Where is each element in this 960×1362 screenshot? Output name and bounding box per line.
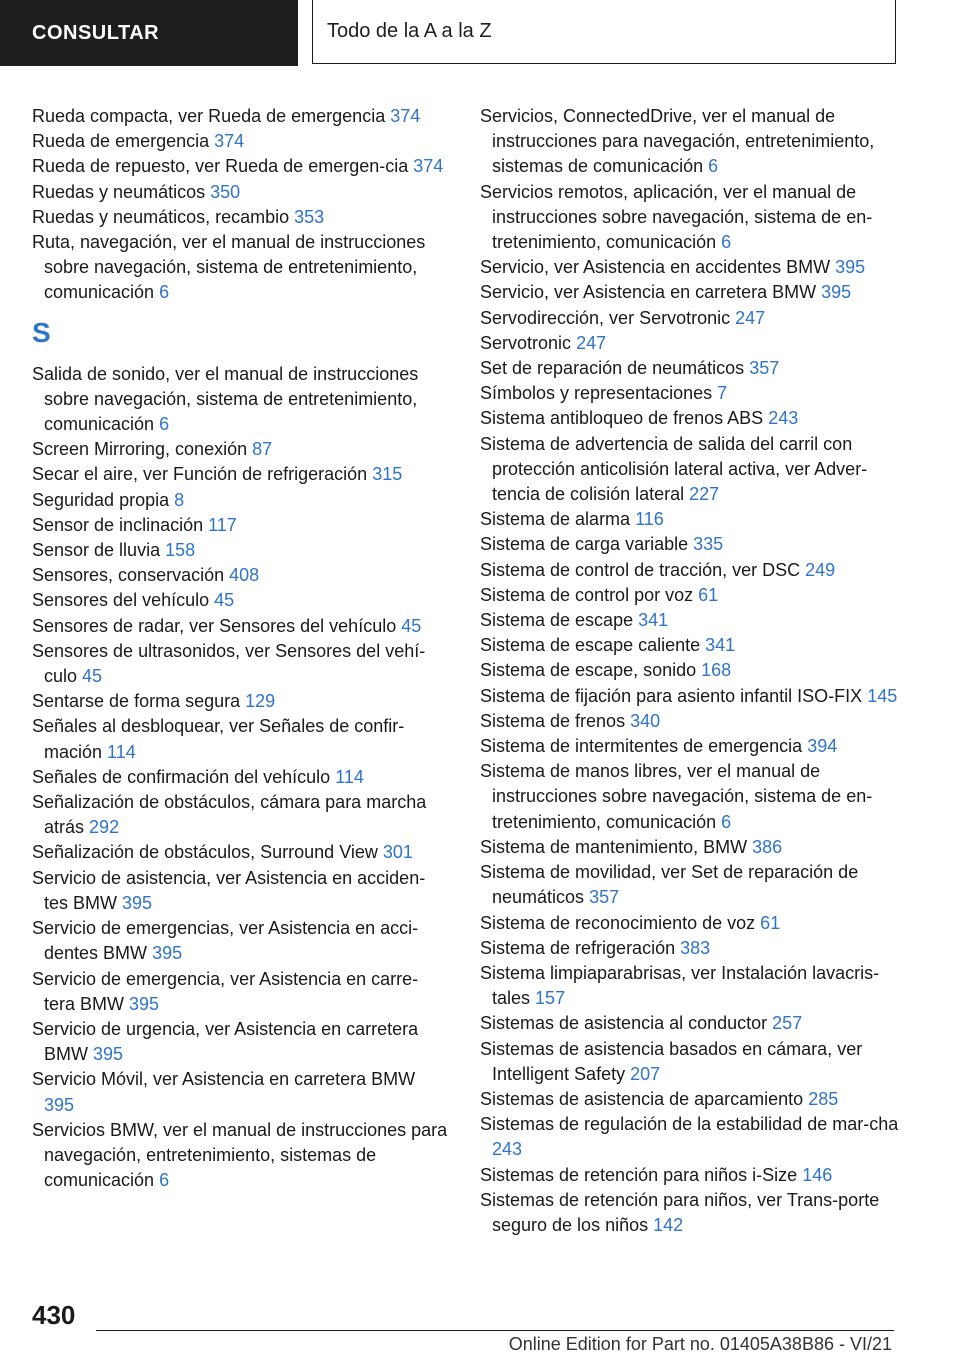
index-entry [480, 406, 900, 431]
page-reference-link[interactable]: 247 [576, 332, 607, 353]
edition-note: Online Edition for Part no. 01405A38B86 - VI/21 [508, 1334, 892, 1354]
index-entry [32, 714, 448, 764]
index-entry-text: Símbolos y representaciones [480, 383, 713, 404]
page-reference-link[interactable]: 408 [229, 565, 260, 586]
index-entry-text: Sensores de ultrasonidos, ver Sensores del vehí‐culo [32, 640, 426, 687]
index-entry [32, 538, 448, 563]
index-entry [32, 513, 448, 538]
page-reference-link[interactable]: 374 [413, 156, 444, 177]
page-reference-link[interactable]: 395 [93, 1044, 124, 1065]
page-reference-link[interactable]: 243 [768, 408, 799, 429]
page-reference-link[interactable]: 146 [802, 1164, 833, 1185]
page-reference-link[interactable]: 374 [390, 106, 421, 126]
index-entry-text: Sistema de advertencia de salida del carril con protección anticolisión lateral activa, ver Adver‐tencia de colisión lateral [480, 433, 868, 505]
index-entry [32, 866, 448, 916]
page-reference-link[interactable]: 249 [805, 559, 836, 580]
page-reference-link[interactable]: 395 [44, 1094, 75, 1115]
index-entry [32, 362, 448, 438]
page-reference-link[interactable]: 114 [335, 766, 364, 787]
index-entry-text: Sistemas de asistencia de aparcamiento [480, 1088, 804, 1109]
index-entry-text: Servicio de urgencia, ver Asistencia en carretera BMW [32, 1018, 419, 1065]
index-entry [32, 1067, 448, 1117]
page-reference-link[interactable]: 227 [689, 484, 720, 505]
page-reference-link[interactable]: 45 [82, 666, 103, 687]
page-reference-link[interactable]: 335 [693, 534, 724, 555]
index-entry-text: Servicio de asistencia, ver Asistencia en acciden‐tes BMW [32, 867, 426, 913]
index-entry [32, 588, 448, 613]
index-entry-text: Sensores, conservación [32, 565, 225, 586]
index-entry-text: Servicio, ver Asistencia en carretera BMW [480, 282, 817, 303]
page-reference-link[interactable]: 61 [698, 584, 719, 605]
page-reference-link[interactable]: 395 [821, 282, 852, 303]
index-entry [480, 331, 900, 356]
index-entry [32, 230, 448, 306]
chapter-title: Todo de la A a la Z [312, 0, 896, 64]
index-entry-text: Sistema de intermitentes de emergencia [480, 736, 803, 757]
page-reference-link[interactable]: 61 [760, 912, 781, 933]
page-reference-link[interactable]: 6 [721, 232, 732, 253]
page-reference-link[interactable]: 247 [735, 307, 766, 328]
page-reference-link[interactable]: 257 [772, 1013, 803, 1034]
index-entry [480, 432, 900, 508]
index-entry [480, 658, 900, 683]
index-entry-text: Señales al desbloquear, ver Señales de confir‐mación [32, 716, 405, 762]
index-entry [480, 507, 900, 532]
index-entry-text: Servicio de emergencia, ver Asistencia en carre‐tera BMW [32, 968, 419, 1014]
page-reference-link[interactable]: 395 [122, 892, 153, 913]
index-entry [32, 967, 448, 1017]
index-entry-text: Sistema limpiaparabrisas, ver Instalación lavacris‐tales [480, 962, 880, 1009]
page-reference-link[interactable]: 386 [752, 836, 783, 857]
index-entry [480, 860, 900, 910]
index-entry [480, 1188, 900, 1238]
index-entry-text: Servicios BMW, ver el manual de instrucciones para navegación, entretenimiento, sistemas de comunicación [32, 1119, 448, 1191]
index-entry [480, 558, 900, 583]
index-entry [32, 840, 448, 865]
page-reference-link[interactable]: 157 [535, 988, 566, 1009]
page-reference-link[interactable]: 395 [129, 993, 160, 1014]
index-entry-text: Sistema de manos libres, ver el manual de instrucciones sobre navegación, sistema de en‐tretenimiento, comunicación [480, 761, 873, 832]
index-entry [32, 205, 448, 230]
index-entry [480, 961, 900, 1011]
index-entry-text: Set de reparación de neumáticos [480, 358, 745, 379]
page-reference-link[interactable]: 6 [708, 156, 719, 177]
index-entry [32, 614, 448, 639]
page-reference-link[interactable]: 87 [252, 439, 273, 460]
page-reference-link[interactable]: 45 [401, 615, 422, 636]
page-reference-link[interactable]: 117 [208, 514, 237, 535]
index-entry-text: Sensor de inclinación [32, 514, 204, 535]
index-entry [32, 563, 448, 588]
page-reference-link[interactable]: 207 [630, 1063, 661, 1084]
index-entry [480, 734, 900, 759]
index-entry-text: Sistema de control por voz [480, 584, 694, 605]
page-reference-link[interactable]: 243 [492, 1139, 523, 1160]
index-entry-text: Secar el aire, ver Función de refrigeración [32, 464, 368, 485]
index-entry [32, 104, 448, 129]
index-entry-text: Servicios remotos, aplicación, ver el manual de instrucciones sobre navegación, sistema de en‐tretenimiento, comunicación [480, 181, 873, 253]
page-reference-link[interactable]: 341 [638, 610, 669, 631]
index-entry-text: Sensor de lluvia [32, 540, 161, 561]
index-entry-text: Sensores del vehículo [32, 590, 210, 611]
index-entry-text: Sistema de refrigeración [480, 937, 676, 958]
index-entry-text: Screen Mirroring, conexión [32, 439, 248, 460]
page-reference-link[interactable]: 357 [589, 887, 620, 908]
index-entry-text: Salida de sonido, ver el manual de instrucciones sobre navegación, sistema de entretenimiento, comunicación [32, 363, 419, 435]
index-entry [480, 1037, 900, 1087]
index-entry-text: Rueda de emergencia [32, 131, 210, 152]
page-reference-link[interactable]: 168 [701, 660, 732, 681]
index-entry [32, 689, 448, 714]
page-reference-link[interactable]: 357 [749, 358, 780, 379]
index-entry-text: Sistema de reconocimiento de voz [480, 912, 756, 933]
index-entry [32, 765, 448, 790]
index-entry-text: Señalización de obstáculos, cámara para marcha atrás [32, 792, 427, 838]
index-entry-text: Sentarse de forma segura [32, 691, 241, 712]
page-number: 430 [32, 1300, 76, 1330]
index-entry [32, 790, 448, 840]
index-entry-text: Ruedas y neumáticos, recambio [32, 206, 290, 227]
index-entry-text: Sistema de escape [480, 610, 634, 631]
index-entry-text: Seguridad propia [32, 489, 170, 510]
index-entry-text: Señalización de obstáculos, Surround View [32, 842, 378, 863]
index-entry [32, 1017, 448, 1067]
index-entry-text: Sistema de mantenimiento, BMW [480, 836, 748, 857]
index-entry-text: Servicio Móvil, ver Asistencia en carretera BMW [32, 1069, 416, 1090]
index-entry-text: Sistema de escape caliente [480, 635, 701, 656]
page-reference-link[interactable]: 116 [635, 509, 664, 530]
page-reference-link[interactable]: 7 [717, 383, 728, 404]
index-entry [32, 154, 448, 179]
page-reference-link[interactable]: 129 [245, 691, 276, 712]
page-reference-link[interactable]: 292 [89, 817, 120, 838]
index-entry [32, 129, 448, 154]
index-entry-text: Sistema de frenos [480, 710, 626, 731]
page-reference-link[interactable]: 340 [630, 710, 661, 731]
page-reference-link[interactable]: 114 [107, 741, 136, 762]
index-entry [32, 462, 448, 487]
page-reference-link[interactable]: 350 [210, 181, 241, 202]
page-reference-link[interactable]: 394 [807, 736, 838, 757]
page-reference-link[interactable]: 395 [835, 257, 866, 278]
index-entry [32, 916, 448, 966]
index-entry [480, 1163, 900, 1188]
index-entry [480, 255, 900, 280]
index-entry-text: Servicio, ver Asistencia en accidentes BMW [480, 257, 831, 278]
index-letter-heading: S [32, 316, 51, 348]
page-reference-link[interactable]: 6 [159, 414, 170, 435]
index-entry [480, 1011, 900, 1036]
page-header [0, 0, 960, 66]
page-reference-link[interactable]: 383 [680, 937, 711, 958]
index-entry [480, 608, 900, 633]
index-entry [480, 532, 900, 557]
page-reference-link[interactable]: 315 [372, 464, 403, 485]
index-entry-text: Sistema antibloqueo de frenos ABS [480, 408, 764, 429]
index-entry [480, 280, 900, 305]
index-entry-text: Servodirección, ver Servotronic [480, 307, 731, 328]
page-reference-link[interactable]: 341 [705, 635, 736, 656]
index-entry [480, 684, 900, 709]
index-entry [480, 306, 900, 331]
index-entry-text: Sistema de movilidad, ver Set de reparación de neumáticos [480, 862, 859, 908]
index-entry-text: Ruta, navegación, ver el manual de instrucciones sobre navegación, sistema de entretenimiento, comunicación [32, 232, 426, 303]
index-entry-text: Rueda compacta, ver Rueda de emergencia [32, 106, 386, 126]
index-column-right [480, 104, 900, 1238]
page-reference-link[interactable]: 6 [159, 1170, 170, 1191]
index-entry-text: Sistemas de retención para niños i-Size [480, 1164, 798, 1185]
index-entry [480, 759, 900, 835]
index-entry [480, 936, 900, 961]
index-entry [480, 356, 900, 381]
page-reference-link[interactable]: 6 [721, 811, 732, 832]
index-entry [32, 180, 448, 205]
page-reference-link[interactable]: 285 [808, 1088, 839, 1109]
page-reference-link[interactable]: 395 [152, 943, 183, 964]
index-entry-text: Sistema de fijación para asiento infantil ISO‐FIX [480, 685, 863, 706]
page-reference-link[interactable]: 45 [214, 590, 235, 611]
index-entry [480, 583, 900, 608]
index-entry [480, 381, 900, 406]
index-entry-text: Servicios, ConnectedDrive, ver el manual de instrucciones para navegación, entretenimiento, sistemas de comunicación [480, 106, 875, 177]
page-reference-link[interactable]: 353 [294, 206, 325, 227]
page-reference-link[interactable]: 142 [653, 1214, 684, 1235]
index-entry [480, 1087, 900, 1112]
index-entry [32, 639, 448, 689]
index-entry-text: Sistema de alarma [480, 509, 631, 530]
index-entry [32, 1118, 448, 1194]
index-entry-text: Señales de confirmación del vehículo [32, 766, 331, 787]
index-entry-text: Rueda de repuesto, ver Rueda de emergen‐cia [32, 156, 409, 177]
index-entry [480, 180, 900, 256]
index-entry [480, 835, 900, 860]
index-entry-text: Sensores de radar, ver Sensores del vehículo [32, 615, 397, 636]
index-entry [480, 104, 900, 180]
index-entry-text: Sistema de carga variable [480, 534, 689, 555]
index-entry-text: Sistemas de asistencia basados en cámara, ver Intelligent Safety [480, 1038, 863, 1084]
index-entry-text: Servotronic [480, 332, 572, 353]
page-reference-link[interactable]: 8 [174, 489, 185, 510]
index-entry [480, 911, 900, 936]
index-entry [480, 1112, 900, 1162]
index-entry [480, 709, 900, 734]
index-entry [32, 488, 448, 513]
index-entry [32, 437, 448, 462]
index-entry-text: Sistemas de retención para niños, ver Trans‐porte seguro de los niños [480, 1189, 880, 1235]
index-entry-text: Ruedas y neumáticos [32, 181, 206, 202]
index-entry [480, 633, 900, 658]
page-reference-link[interactable]: 374 [214, 131, 245, 152]
page-reference-link[interactable]: 6 [159, 282, 170, 303]
page-reference-link[interactable]: 158 [165, 540, 196, 561]
index-entry-text: Sistema de control de tracción, ver DSC [480, 559, 801, 580]
index-entry-text: Servicio de emergencias, ver Asistencia en acci‐dentes BMW [32, 918, 419, 964]
index-entry-text: Sistemas de regulación de la estabilidad de mar‐cha [480, 1114, 899, 1135]
index-entry-text: Sistemas de asistencia al conductor [480, 1013, 768, 1034]
page-reference-link[interactable]: 301 [382, 842, 413, 863]
footer-divider [96, 1330, 894, 1331]
index-column-left [32, 104, 448, 1193]
section-tab: CONSULTAR [0, 0, 298, 66]
page-reference-link[interactable]: 145 [867, 685, 898, 706]
index-entry-text: Sistema de escape, sonido [480, 660, 697, 681]
